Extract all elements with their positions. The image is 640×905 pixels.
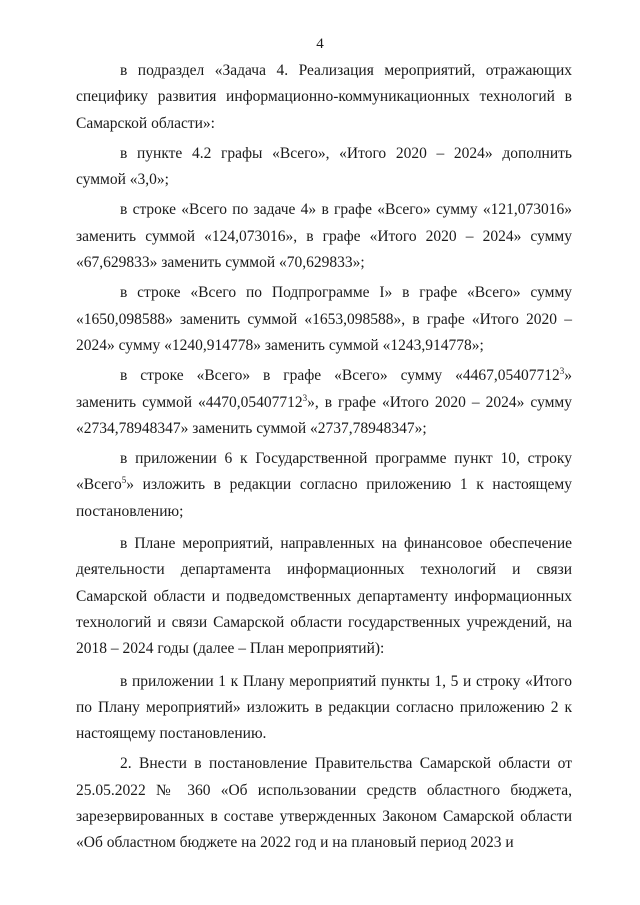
footnote-marker: 3 — [559, 366, 565, 377]
paragraph-total-task4 — [76, 197, 572, 276]
paragraph-section-2 — [76, 751, 572, 856]
paragraph-text: в строке «Всего» в графе «Всего» сумму «4467,05407712 — [120, 367, 560, 385]
document-body — [76, 58, 572, 857]
paragraph-grand-total — [76, 363, 572, 442]
paragraph-plan-appendix-1 — [76, 669, 572, 748]
paragraph-text: » заменить суммой «4470,05407712 — [76, 367, 572, 411]
paragraph-text: в строке «Всего по Подпрограмме I» в графе «Всего» сумму «1650,098588» заменить суммой «1653,098588», в графе «Итого 2020 – 2024» сумму «1240,914778» заменить суммой «1243,914778»; — [76, 284, 572, 354]
paragraph-task4-subsection — [76, 58, 572, 137]
paragraph-text: в пункте 4.2 графы «Всего», «Итого 2020 – 2024» дополнить суммой «3,0»; — [76, 144, 572, 189]
paragraph-text: в приложении 1 к Плану мероприятий пункты 1, 5 и строку «Итого по Плану мероприятий» изложить в редакции согласно приложению 2 к настоящему постановлению. — [76, 672, 572, 743]
paragraph-appendix-6 — [76, 446, 572, 525]
paragraph-text: в подраздел «Задача 4. Реализация мероприятий, отражающих специфику развития информационно-коммуникационных технологий в Самарской области»: — [76, 62, 572, 132]
paragraph-total-subprogram — [76, 280, 572, 359]
footnote-marker: 5 — [121, 475, 127, 486]
paragraph-action-plan — [76, 531, 572, 662]
paragraph-text: в приложении 6 к Государственной программе пункт 10, строку «Всего — [76, 450, 572, 494]
paragraph-item-4-2 — [76, 141, 572, 194]
page-number: 4 — [316, 36, 324, 52]
paragraph-text: в Плане мероприятий, направленных на финансовое обеспечение деятельности департамента информационных технологий и связи Самарской области и подведомственных департаменту информационных технологий и связи Самарской области государственных учреждений, на 2018 – 2024 годы (далее – План мероприятий): — [76, 535, 572, 658]
paragraph-text: в строке «Всего по задаче 4» в графе «Всего» сумму «121,073016» заменить суммой «124,073016», в графе «Итого 2020 – 2024» сумму «67,629833» заменить суммой «70,629833»; — [76, 201, 572, 272]
paragraph-text: 2. Внести в постановление Правительства Самарской области от 25.05.2022 № 360 «Об использовании средств областного бюджета, зарезервированных в составе утвержденных Законом Самарской области «Об областном бюджете на 2022 год и на плановый период 2023 и — [76, 755, 572, 852]
paragraph-text: », в графе «Итого 2020 – 2024» сумму «2734,78948347» заменить суммой «2737,78948347»; — [76, 393, 572, 437]
footnote-marker: 3 — [302, 392, 308, 403]
paragraph-text: » изложить в редакции согласно приложению 1 к настоящему постановлению; — [76, 476, 572, 520]
